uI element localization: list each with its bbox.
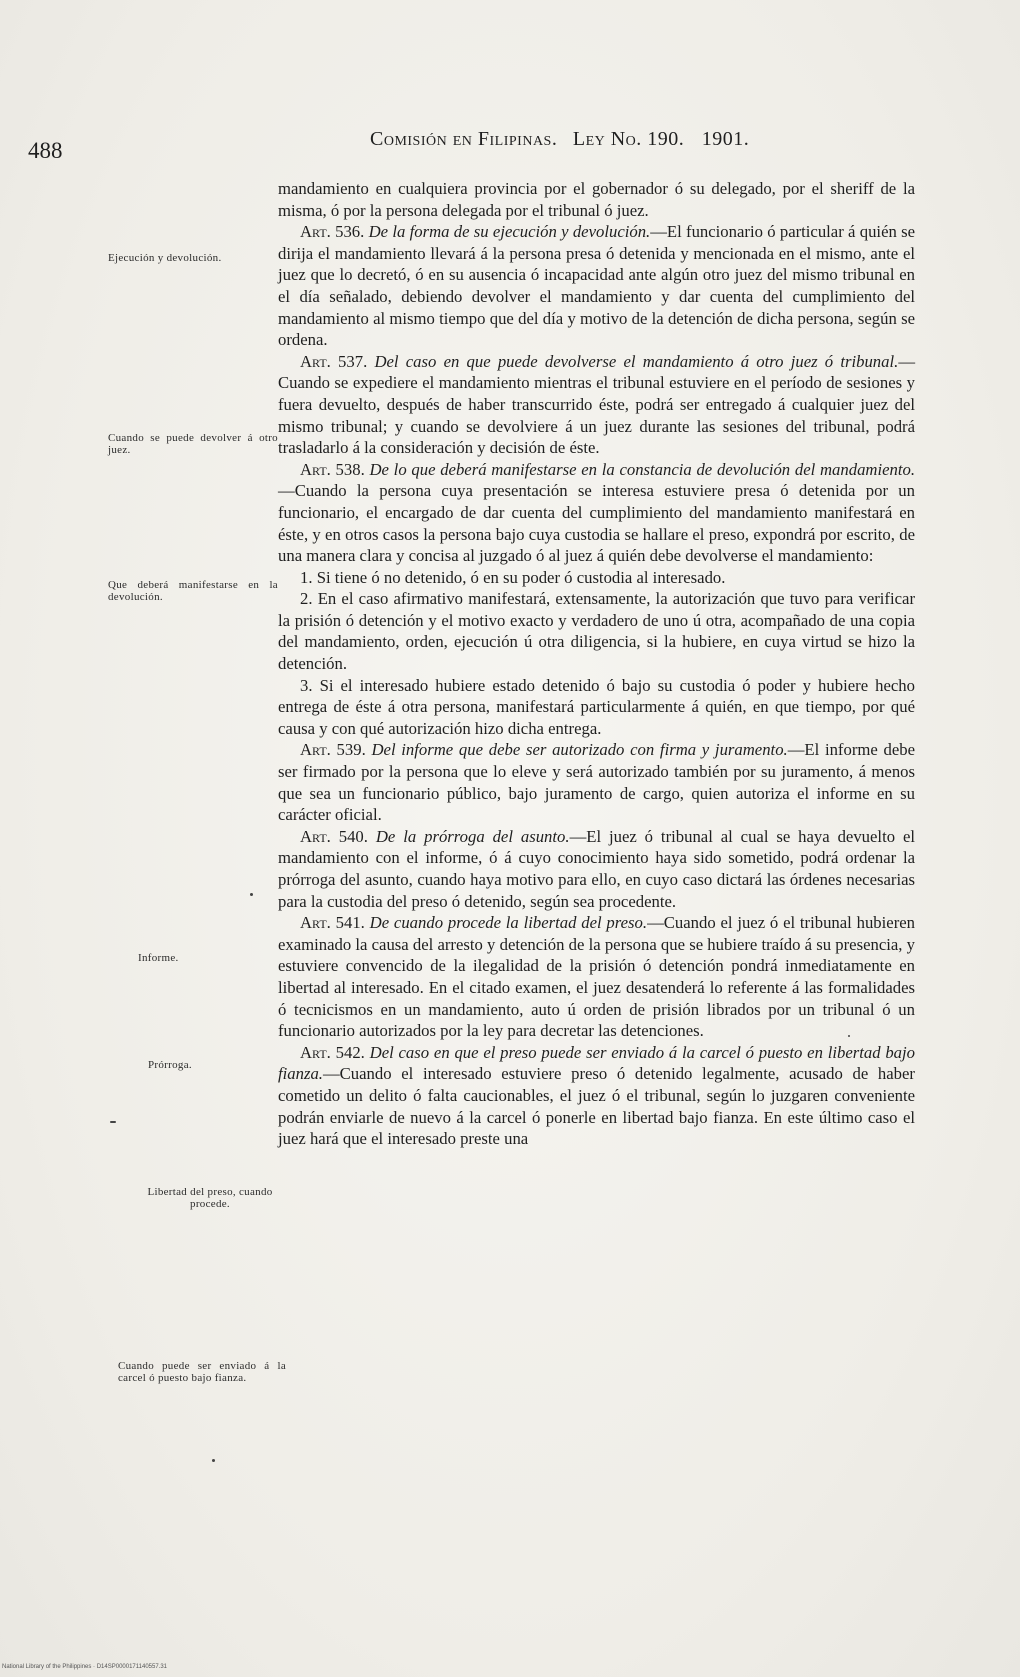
article-text: —Cuando el interesado estuviere preso ó detenido legalmente, acusado de haber cometido un delito ó falta caucionables, el juez ó el tribunal, según lo juzgaren conveniente podrán enviarle de nuevo á la carcel ó ponerle en libertad bajo fianza. En este último caso el juez hará que el interesado preste una [278,1064,915,1149]
running-head-commission: Comisión en Filipinas. [370,128,558,150]
article-heading: Del caso en que puede devolverse el mandamiento á otro juez ó tribunal. [374,351,899,371]
article-label: Art. 536. [300,222,365,242]
scan-speck [848,1035,850,1037]
article-542 [278,1042,915,1150]
article-536 [278,221,915,351]
page-number: 488 [28,138,63,163]
body-text [278,178,915,1150]
article-label: Art. 542. [300,1042,365,1062]
paragraph-intro: mandamiento en cualquiera provincia por el gobernador ó su delegado, por el sheriff de la misma, ó por la persona delegada por el tribunal ó juez. [278,179,915,220]
article-text: —El juez ó tribunal al cual se haya devuelto el mandamiento con el informe, ó á cuyo conocimiento haya sido sometido, podrá ordenar la prórroga del asunto, cuando haya motivo para ello, en cuyo caso dictará las órdenes necesarias para la custodia del preso ó detenido, según sea procedente. [278,826,915,911]
list-item: 3. Si el interesado hubiere estado detenido ó bajo su custodia ó poder y hubiere hecho entrega de éste á otra persona, manifestará particularmente á quién, en que tiempo, por qué causa y con qué autorización hizo dicha entrega. [278,675,915,738]
article-text: —El informe debe ser firmado por la persona que lo eleve y será autorizado también por su juramento, á menos que sea un funcionario público, bajo juramento de cargo, quien autoriza el informe en su carácter oficial. [278,740,915,825]
article-537 [278,351,915,459]
article-heading: Del caso en que el preso puede ser enviado á la carcel ó puesto en libertad bajo fianza. [278,1042,916,1084]
article-label: Art. 537. [300,351,368,371]
running-head-year: 1901. [701,128,750,150]
article-text: —El funcionario ó particular á quién se dirija el mandamiento llevará á la persona presa ó detenida y mencionada en el mismo, ante el juez que lo decretó, ó en su ausencia ó incapacidad ante algún otro juez del mismo tribunal en el día señalado, debiendo devolver el mandamiento y dar cuenta del cumplimiento del mandamiento al mismo tiempo que del día y motivo de la detención de dicha persona, según se ordena. [278,222,916,350]
scan-speck [110,1121,116,1123]
article-text: —Cuando el juez ó el tribunal hubieren examinado la causa del arresto y detención de la persona que se hubiere traído á su presencia, y estuviere convencido de la ilegalidad de la prisión ó detención pondrá inmediatamente en libertad al interesado. En el citado examen, el juez desatenderá lo referente á las formalidades ó tecnicismos en un mandamiento, auto ú orden de prisión librados por un tribunal ó un funcionario autorizados por la ley para decretar las detenciones. [278,913,916,1041]
article-label: Art. 538. [300,459,365,479]
article-heading: De la prórroga del asunto. [375,826,570,846]
article-539 [278,739,915,825]
scan-speck [250,893,253,896]
margin-note-devolver-otro-juez: Cuando se puede devolver á otro juez. [108,432,278,456]
article-538 [278,459,915,567]
article-heading: De cuando procede la libertad del preso. [369,913,648,933]
running-head-law: Ley No. 190. [572,128,685,150]
margin-note-prorroga: Prórroga. [148,1059,192,1071]
article-label: Art. 540. [300,826,368,846]
article-label: Art. 541. [300,913,365,933]
article-heading: De lo que deberá manifestarse en la constancia de devolución del mandamiento. [369,459,915,479]
scan-speck [212,1459,215,1462]
margin-note-manifestarse: Que deberá manifestarse en la devolución. [108,579,278,603]
scan-footer: National Library of the Philippines · D14SP0000171140557.31 [2,1664,168,1670]
article-541 [278,912,915,1042]
margin-note-carcel-fianza: Cuando puede ser enviado á la carcel ó puesto bajo fianza. [118,1360,286,1384]
margin-note-ejecucion: Ejecución y devolución. [108,252,222,264]
article-heading: Del informe que debe ser autorizado con firma y juramento. [371,740,788,760]
margin-note-informe: Informe. [138,952,179,964]
list-item: 1. Si tiene ó no detenido, ó en su poder ó custodia al interesado. [300,567,726,587]
running-head [370,128,749,151]
article-text: —Cuando se expediere el mandamiento mientras el tribunal estuviere en el período de sesiones y fuera devuelto, después de haber transcurrido éste, podrá ser entregado á cualquier juez del mismo tribunal; y cuando se devolviere á un juez durante las sesiones del tribunal, podrá trasladarlo á la consideración y decisión de éste. [278,351,915,458]
article-label: Art. 539. [300,740,366,760]
article-heading: De la forma de su ejecución y devolución. [368,222,651,242]
article-540 [278,826,915,912]
margin-note-libertad: Libertad del preso, cuando procede. [147,1186,273,1210]
article-text: —Cuando la persona cuya presentación se interesa estuviere presa ó detenida por un funcionario, el encargado de dar cuenta del cumplimiento del mandamiento manifestará en éste, y en otros casos la persona bajo cuya custodia se hallare el preso, expondrá por escrito, de una manera clara y concisa al juzgado ó al juez á quién debe devolverse el mandamiento: [278,481,915,566]
list-item: 2. En el caso afirmativo manifestará, extensamente, la autorización que tuvo para verificar la prisión ó detención y el motivo exacto y verdadero de uno ú otra, acompañado de una copia del mandamiento, orden, ejecución ú otra diligencia, si la hubiere, en cuya virtud se hizo la detención. [278,589,915,674]
